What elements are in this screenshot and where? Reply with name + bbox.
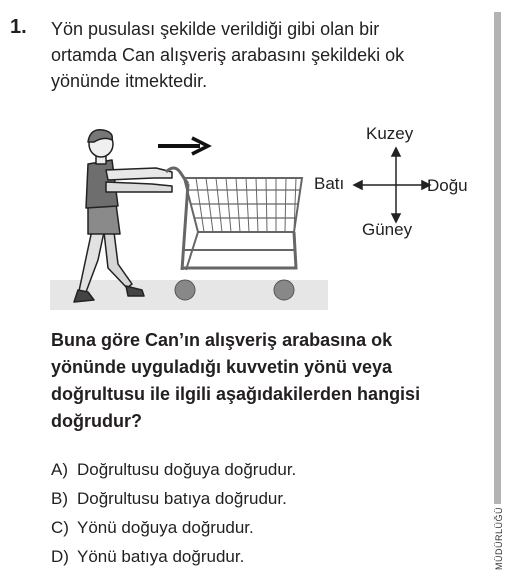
option-a[interactable] xyxy=(51,460,296,489)
question-stem-line-3: yönünde itmektedir. xyxy=(51,71,208,91)
question-prompt-line-4: doğrudur? xyxy=(51,411,142,431)
option-text: Doğrultusu batıya doğrudur. xyxy=(77,489,287,508)
direction-compass xyxy=(308,122,484,240)
margin-bar xyxy=(494,12,501,504)
question-stem-line-1: Yön pusulası şekilde verildiği gibi olan bir xyxy=(51,19,380,39)
option-text: Yönü batıya doğrudur. xyxy=(77,547,245,566)
boy-pushing-cart-illustration xyxy=(48,120,330,312)
compass-east-label: Doğu xyxy=(427,176,468,195)
option-d[interactable] xyxy=(51,547,296,576)
question-prompt-line-2: yönünde uyguladığı kuvvetin yönü veya xyxy=(51,357,393,377)
question-number: 1. xyxy=(10,16,27,38)
compass-south-label: Güney xyxy=(362,220,413,239)
shopping-cart xyxy=(166,168,302,270)
question-prompt-line-3: doğrultusu ile ilgili aşağıdakilerden hangisi xyxy=(51,384,421,404)
margin-text: MÜDÜRLÜĞÜ xyxy=(494,507,504,570)
option-letter: D) xyxy=(51,547,69,566)
option-c[interactable] xyxy=(51,518,296,547)
option-letter: A) xyxy=(51,460,68,479)
question-stem-line-2: ortamda Can alışveriş arabasını şekildeki ok xyxy=(51,45,405,65)
option-text: Yönü doğuya doğrudur. xyxy=(77,518,254,537)
option-b[interactable] xyxy=(51,489,296,518)
compass-north-label: Kuzey xyxy=(366,124,414,143)
option-letter: B) xyxy=(51,489,68,508)
question-prompt-line-1: Buna göre Can’ın alışveriş arabasına ok xyxy=(51,330,393,350)
push-direction-arrow-icon xyxy=(158,138,208,154)
option-letter: C) xyxy=(51,518,69,537)
answer-options xyxy=(51,460,296,576)
compass-west-label: Batı xyxy=(314,174,345,193)
question-prompt xyxy=(51,327,420,435)
boy-figure xyxy=(74,130,172,302)
option-text: Doğrultusu doğuya doğrudur. xyxy=(77,460,297,479)
